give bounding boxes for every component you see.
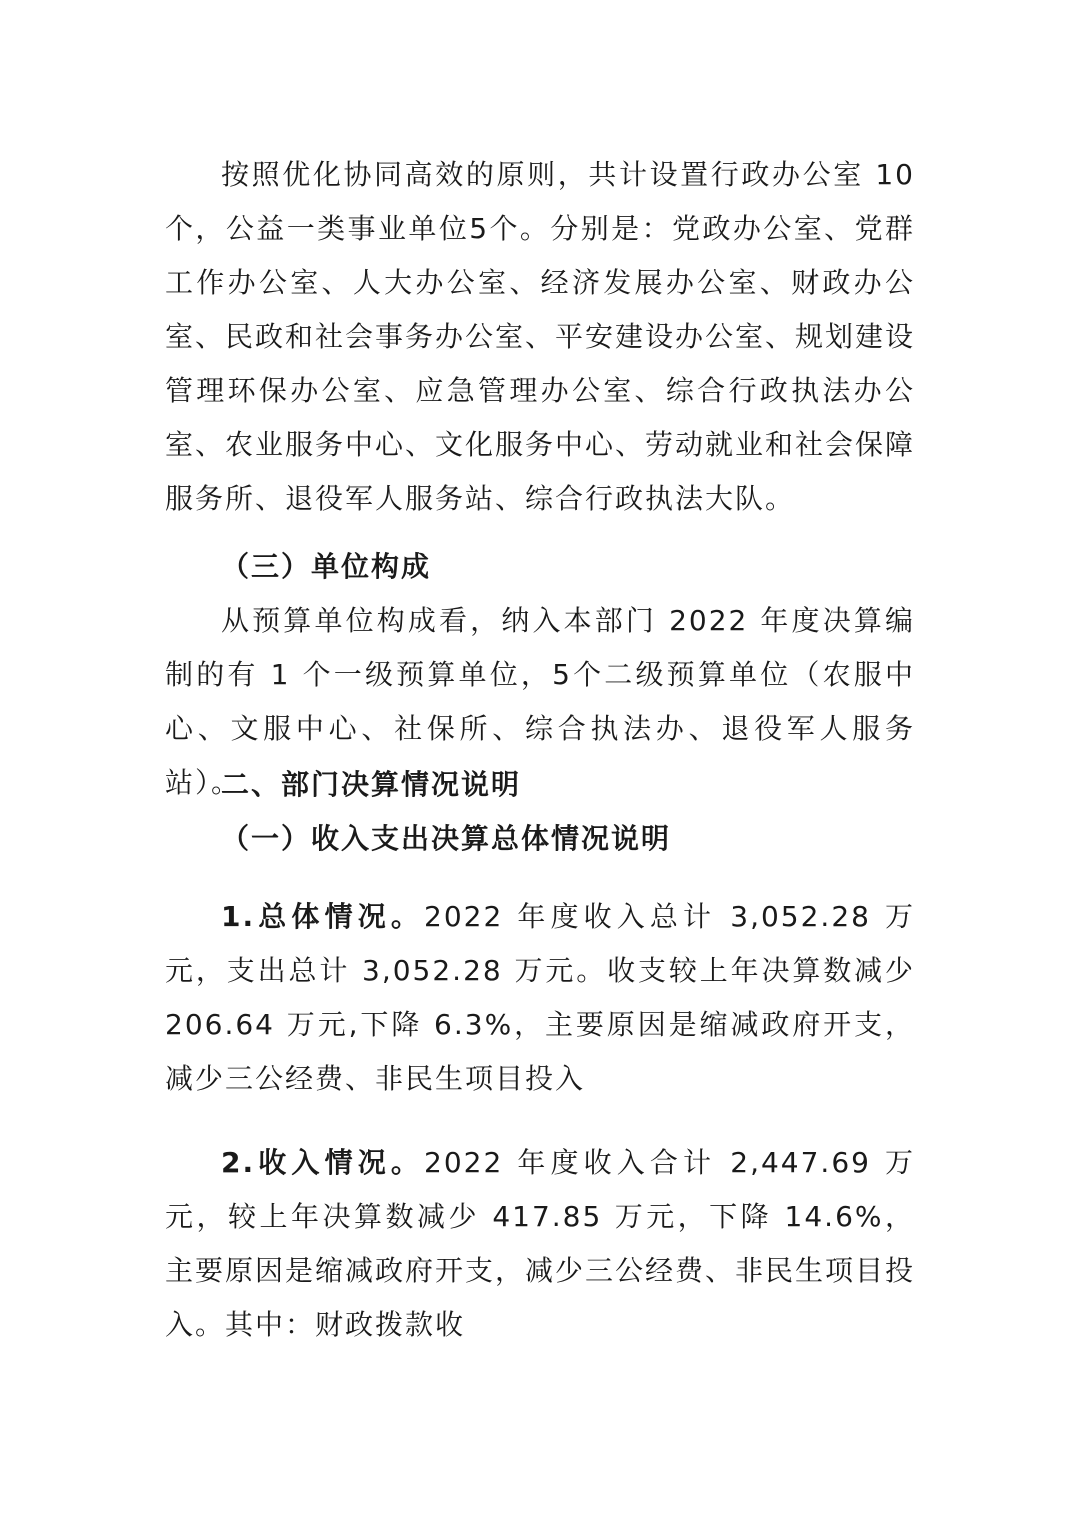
paragraph-budget-units: 从预算单位构成看，纳入本部门 2022 年度决算编制的有 1 个一级预算单位，5个二级预算单位（农服中心、文服中心、社保所、综合执法办、退役军人服务站）。 bbox=[165, 604, 915, 799]
heading-section-two: 二、部门决算情况说明 bbox=[221, 768, 522, 801]
paragraph-body-income: 2022 年度收入合计 2,447.69 万元，较上年决算数减少 417.85 万元，下降 14.6%，主要原因是缩减政府开支，减少三公经费、非民生项目投入。其中：财政拨款收 bbox=[165, 1146, 916, 1341]
paragraph-body-overall: 2022 年度收入总计 3,052.28 万元，支出总计 3,052.28 万元。收支较上年决算数减少 206.64 万元,下降 6.3%，主要原因是缩减政府开支，减少三公经费、非民生项目投入 bbox=[165, 900, 915, 1095]
paragraph-lead-income: 2.收入情况。 bbox=[221, 1146, 425, 1179]
paragraph-overall-situation bbox=[165, 890, 915, 1106]
paragraph-office-setup: 按照优化协同高效的原则，共计设置行政办公室 10个，公益一类事业单位5个。分别是：党政办公室、党群工作办公室、人大办公室、经济发展办公室、财政办公室、民政和社会事务办公室、平安建设办公室、规划建设管理环保办公室、应急管理办公室、综合行政执法办公室、农业服务中心、文化服务中心、劳动就业和社会保障服务所、退役军人服务站、综合行政执法大队。 bbox=[165, 158, 916, 515]
heading-income-expense-overview: （一）收入支出决算总体情况说明 bbox=[221, 822, 672, 855]
paragraph-lead-overall: 1.总体情况。 bbox=[221, 900, 425, 933]
paragraph-income-situation bbox=[165, 1136, 915, 1352]
heading-unit-composition: （三）单位构成 bbox=[221, 550, 432, 583]
